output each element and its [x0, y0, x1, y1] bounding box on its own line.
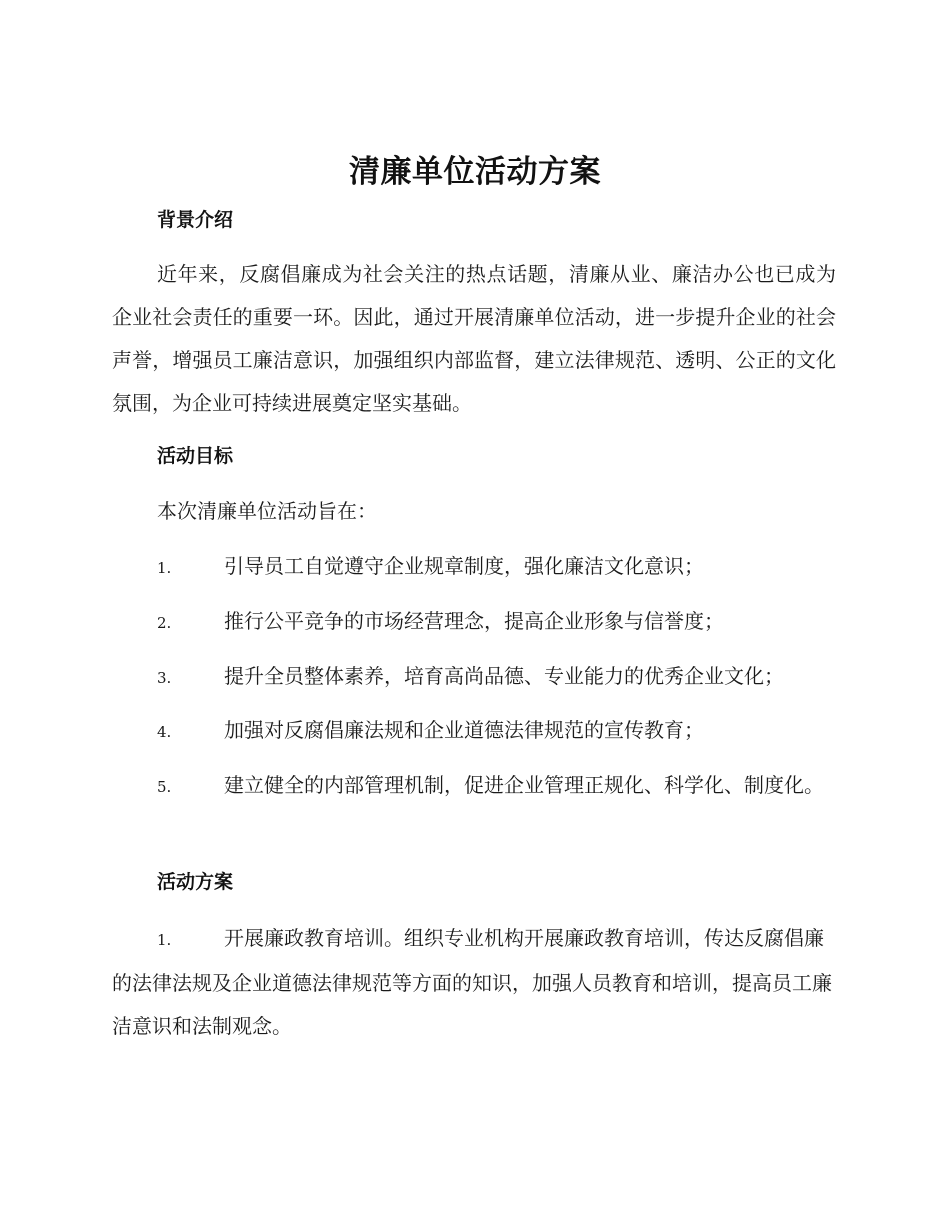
goal-item-text: 推行公平竞争的市场经营理念，提高企业形象与信誉度； [224, 609, 724, 633]
heading-background: 背景介绍 [157, 209, 234, 231]
goal-item [112, 709, 836, 754]
plan-item [112, 917, 836, 1048]
goal-item-number: 2. [157, 614, 172, 632]
goal-item-number: 1. [157, 559, 172, 577]
goal-item-text: 建立健全的内部管理机制，促进企业管理正规化、科学化、制度化。 [224, 773, 824, 797]
heading-plan: 活动方案 [157, 871, 234, 893]
goal-item [112, 600, 836, 645]
background-paragraph: 近年来，反腐倡廉成为社会关注的热点话题，清廉从业、廉洁办公也已成为企业社会责任的重要一环。因此，通过开展清廉单位活动，进一步提升企业的社会声誉，增强员工廉洁意识，加强组织内部监督，建立法律规范、透明、公正的文化氛围，为企业可持续进展奠定坚实基础。 [112, 262, 836, 415]
goal-item-number: 4. [157, 723, 172, 741]
plan-item-number: 1. [157, 931, 172, 949]
goals-intro: 本次清廉单位活动旨在： [157, 499, 377, 523]
goal-item-number: 3. [157, 669, 172, 687]
document-title: 清廉单位活动方案 [349, 154, 601, 190]
goal-item [112, 545, 836, 590]
heading-goals: 活动目标 [157, 445, 234, 467]
goal-item-number: 5. [157, 778, 172, 796]
goal-item-text: 加强对反腐倡廉法规和企业道德法律规范的宣传教育； [224, 718, 704, 742]
goal-item [112, 655, 836, 700]
plan-item-text: 开展廉政教育培训。组织专业机构开展廉政教育培训，传达反腐倡廉的法律法规及企业道德法律规范等方面的知识，加强人员教育和培训，提高员工廉洁意识和法制观念。 [112, 926, 832, 1038]
goal-item-text: 引导员工自觉遵守企业规章制度，强化廉洁文化意识； [224, 554, 704, 578]
goal-item-text: 提升全员整体素养，培育高尚品德、专业能力的优秀企业文化； [224, 664, 784, 688]
goal-item [112, 764, 836, 809]
